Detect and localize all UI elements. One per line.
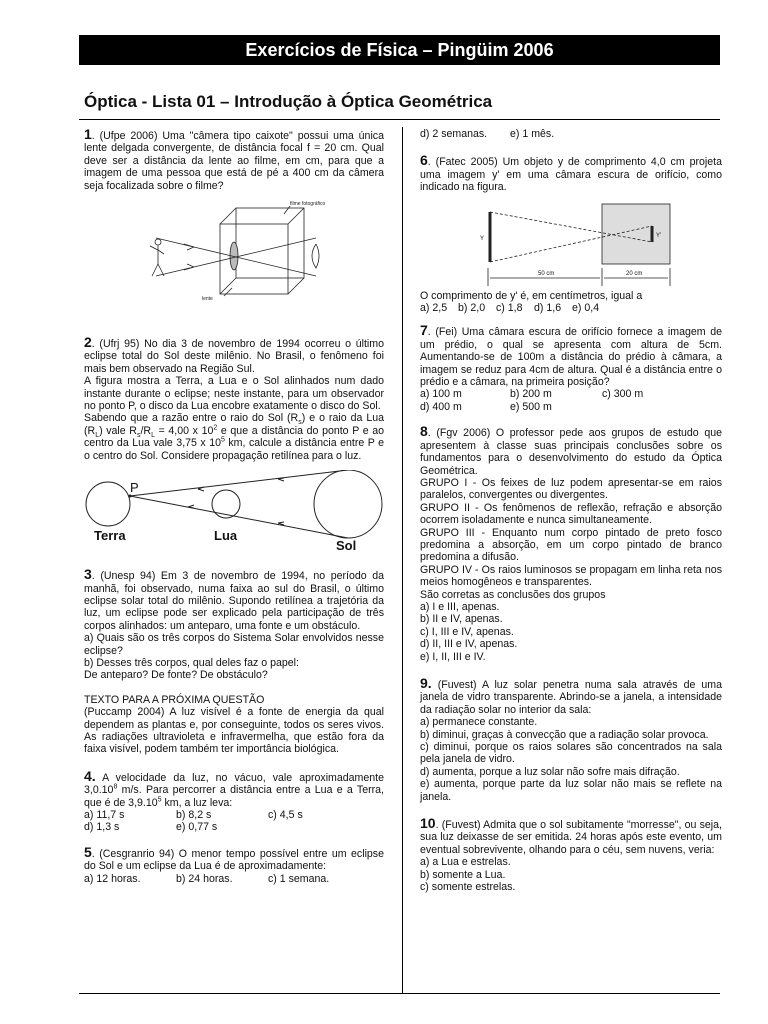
earth-circle (86, 482, 130, 526)
option: d) II, III e IV, apenas. (420, 638, 518, 651)
option: c) somente estrelas. (420, 881, 516, 894)
option: e) 1 mês. (510, 128, 555, 140)
question-5-options (84, 873, 384, 885)
distance-label-2: 20 cm (626, 270, 643, 277)
option: d) 1,6 (534, 302, 562, 315)
option: b) diminui, graças à convecção que a radiação solar provoca. (420, 728, 709, 741)
question-8: 8. (Fgv 2006) O professor pede aos grupos de estudo que apresentem à classe suas principais conclusões sobre os fundamentos para o desenvolvimento do estudo da Óptica Geométrica. (420, 423, 722, 477)
option: a) 2,5 (420, 302, 448, 315)
option: c) 4,5 s (268, 809, 303, 821)
eclipse-figure (84, 470, 384, 562)
question-3: 3. (Unesp 94) Em 3 de novembro de 1994, no período da manhã, foi observado, numa faixa ao sul do Brasil, o último eclipse solar total do milênio. Supondo retilínea a trajetória da luz, um eclipse pode ser explicado pela participação de três corpos alinhados: um anteparo, uma fonte e um obstáculo. (84, 566, 384, 632)
inverted-image (312, 244, 319, 268)
moon-label: Lua (214, 528, 238, 544)
option: e) I, II, III e IV. (420, 650, 486, 663)
option: a) 11,7 s (84, 809, 125, 821)
question-3-part-a: a) Quais são os três corpos do Sistema Solar envolvidos nesse eclipse? (84, 632, 384, 657)
question-5: 5. (Cesgranrio 94) O menor tempo possível entre um eclipse do Sol e um eclipse da Lua é de aproximadamente: (84, 843, 384, 873)
left-column (84, 128, 384, 885)
title-divider (79, 119, 720, 120)
sun-label: Sol (336, 538, 357, 554)
option: d) 2 semanas. (420, 128, 488, 140)
option: b) 200 m (510, 388, 552, 401)
option: b) 2,0 (458, 302, 486, 315)
question-number: 5 (84, 843, 92, 860)
question-text: . (Ufpe 2006) Uma "câmera tipo caixote" possui uma única lente delgada convergente, de distância focal f = 20 cm. Qual deve ser a distância da lente ao filme, em cm, para que a imagem de uma pessoa que está de pé a 400 cm da câmera seja focalizada sobre o filme? (84, 130, 384, 192)
option: d) 400 m (420, 400, 462, 413)
option: e) 0,77 s (176, 821, 218, 834)
question-number: 6 (420, 152, 428, 169)
bottom-divider (79, 993, 720, 994)
moon-circle (212, 490, 240, 518)
option: d) 1,3 s (84, 821, 120, 834)
option: b) somente a Lua. (420, 868, 506, 881)
question-10: 10. (Fuvest) Admita que o sol subitamente "morresse", ou seja, sua luz deixasse de ser emitida. 24 horas após este evento, um eventual sobrevivente, olhando para o céu, sem nuvens, veria: (420, 815, 722, 856)
group-4: GRUPO IV - Os raios luminosos se propagam em linha reta nos meios homogêneos e transparentes. (420, 563, 722, 589)
earth-label: Terra (94, 528, 126, 544)
option: c) 1,8 (496, 302, 523, 315)
group-2: GRUPO II - Os fenômenos de reflexão, refração e absorção ocorrem isoladamente e nunca simultaneamente. (420, 501, 722, 527)
question-6-options (420, 302, 722, 314)
question-5-options-cont (420, 128, 722, 140)
group-3: GRUPO III - Enquanto num corpo pintado de preto fosco predomina a absorção, em um corpo pintado de branco predomina a difusão. (420, 526, 722, 564)
question-2-paragraph: Sabendo que a razão entre o raio do Sol $(R_s)$ e o raio da Lua $(R_L)$ vale $R_s/R_L = 4,00$ x $10^2$ e que a distância do ponto P e ao centro da Lua vale 3,75 x $10^5$ km, calcule a distância entre P e o centro do Sol. Considere propagação retilínea para o luz. (84, 412, 384, 462)
option: a) 100 m (420, 388, 462, 401)
point-p-label: P (130, 480, 139, 496)
option: d) aumenta, porque a luz solar não sofre mais difração. (420, 765, 680, 778)
page-title: Óptica - Lista 01 – Introdução à Óptica Geométrica (84, 92, 493, 111)
option: a) a Lua e estrelas. (420, 856, 511, 869)
question-number: 10 (420, 815, 436, 832)
object-label: Y (480, 235, 485, 242)
question-4-options (84, 821, 384, 833)
question-7-options (420, 388, 722, 400)
column-divider (402, 127, 403, 993)
option: b) 24 horas. (176, 872, 233, 885)
lens-label: lente (202, 296, 213, 303)
group-1: GRUPO I - Os feixes de luz podem apresentar-se em raios paralelos, convergentes ou divergentes. (420, 476, 722, 502)
question-2-paragraph: A figura mostra a Terra, a Lua e o Sol alinhados num dado instante durante o eclipse; neste instante, para um observador no ponto P, o disco da Lua encobre exatamente o disco do Sol. (84, 375, 384, 413)
option: a) permanece constante. (420, 716, 538, 729)
question-2: 2. (Ufrj 95) No dia 3 de novembro de 1994 ocorreu o último eclipse total do Sol deste milênio. No Brasil, o fenômeno foi mais bem observado na Região Sul. (84, 334, 384, 375)
option: e) 0,4 (572, 302, 600, 315)
person-head (155, 239, 161, 245)
question-6-prompt: O comprimento de y' é, em centímetros, igual a (420, 289, 643, 302)
question-6: 6. (Fatec 2005) Um objeto y de comprimento 4,0 cm projeta uma imagem y' em uma câmara escura de orifício, como indicado na figura. (420, 152, 722, 194)
option: a) I e III, apenas. (420, 600, 500, 613)
film-label: filme fotográfico (290, 201, 326, 208)
question-7: 7. (Fei) Uma câmara escura de orifício fornece a imagem de um prédio, o qual se apresenta com altura de 5cm. Aumentando-se de 100m a distância do prédio à câmara, a imagem se reduz para 4cm de altura. Qual é a distância entre o prédio e a câmara, na primeira posição? (420, 322, 722, 389)
page-header-banner: Exercícios de Física – Pingüim 2006 (79, 35, 720, 65)
question-number: 8 (420, 423, 428, 440)
question-number: 4. (84, 767, 96, 784)
option: b) II e IV, apenas. (420, 613, 503, 626)
question-1 (84, 128, 384, 192)
option: a) 12 horas. (84, 872, 141, 885)
image-label: Y' (656, 232, 662, 239)
question-3-part-b: b) Desses três corpos, qual deles faz o papel: (84, 656, 299, 669)
option: e) 500 m (510, 400, 552, 413)
question-number: 7 (420, 322, 428, 339)
option: e) aumenta, porque parte da luz solar não mais se reflete na janela. (420, 778, 722, 803)
right-column (420, 128, 722, 894)
question-number: 1 (84, 126, 92, 142)
option: c) diminui, porque os raios solares são concentrados na sala pela janela de vidro. (420, 741, 722, 766)
camera-box-figure (84, 200, 384, 306)
question-number: 9. (420, 675, 432, 691)
question-8-prompt: São corretas as conclusões dos grupos (420, 588, 606, 601)
text-body: (Puccamp 2004) A luz visível é a fonte de energia da qual dependem as plantas e, por conseguinte, todos os seres vivos. As radiações ultravioleta e infravermelha, que estão fora da faixa visível, podem também ter importância biológica. (84, 706, 384, 756)
question-4: 4. A velocidade da luz, no vácuo, vale aproximadamente 3,0.10$^8$ m/s. Para percorrer a distância entre a Lua e a Terra, que é de 3,9.10$^5$ km, a luz leva: (84, 767, 384, 809)
option: b) 8,2 s (176, 809, 212, 821)
sun-circle (314, 470, 382, 538)
text-heading: TEXTO PARA A PRÓXIMA QUESTÃO (84, 693, 265, 706)
option: c) 1 semana. (268, 872, 330, 885)
question-4-options (84, 809, 384, 821)
question-7-options (420, 401, 722, 413)
option: c) I, III e IV, apenas. (420, 625, 514, 638)
question-3-part-c: De anteparo? De fonte? De obstáculo? (84, 669, 268, 682)
question-number: 2 (84, 334, 92, 351)
pinhole-camera-figure (420, 200, 722, 286)
question-9: 9. (Fuvest) A luz solar penetra numa sala através de uma janela de vidro transparente. Abrindo-se a janela, a intensidade da radiação solar no interior da sala: (420, 675, 722, 716)
distance-label-1: 50 cm (538, 270, 555, 277)
option: c) 300 m (602, 388, 644, 401)
question-number: 3 (84, 566, 92, 583)
